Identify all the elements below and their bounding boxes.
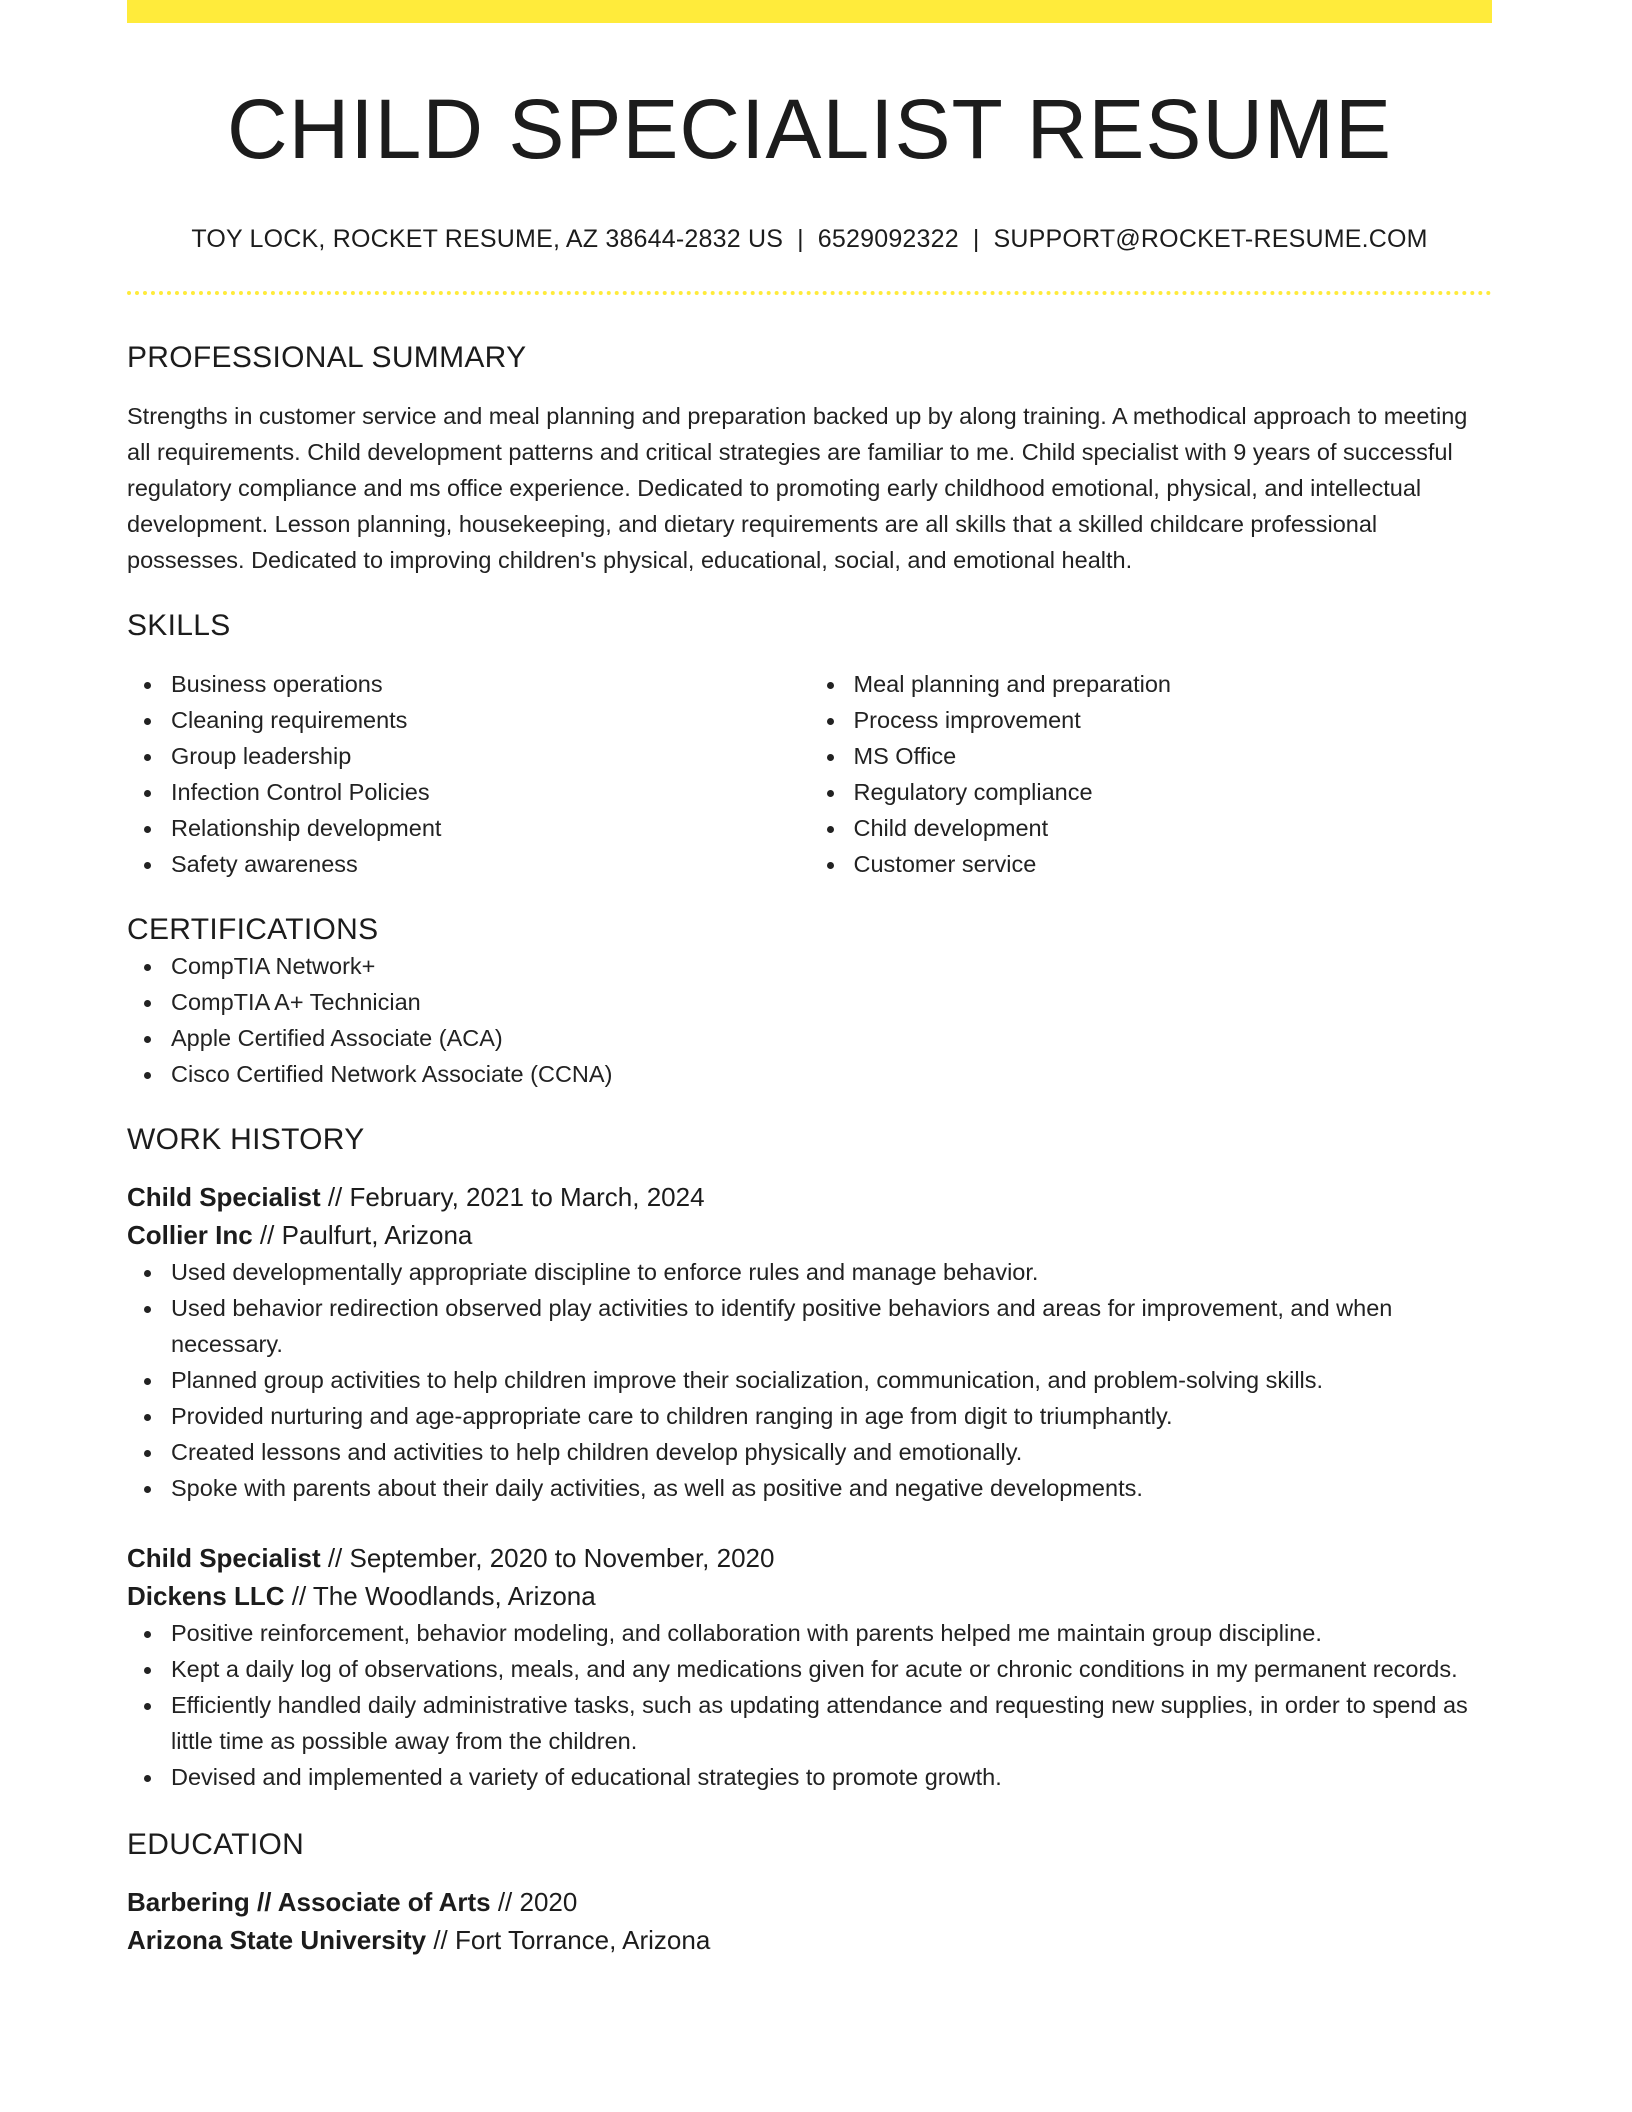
education-degree-line [127,1883,1492,1921]
resume-title: CHILD SPECIALIST RESUME [226,82,1393,176]
job-duty: Spoke with parents about their daily activities, as well as positive and negative developments. [171,1470,1492,1506]
contact-line [127,224,1492,254]
skill-item: Meal planning and preparation [854,666,1493,702]
certification-item: Cisco Certified Network Associate (CCNA) [171,1056,1492,1092]
dotted-divider [127,291,1492,295]
job-duty: Devised and implemented a variety of educational strategies to promote growth. [171,1759,1492,1795]
job-duty: Efficiently handled daily administrative tasks, such as updating attendance and requesting new supplies, in order to spend as little time as possible away from the children. [171,1687,1492,1759]
certification-item: Apple Certified Associate (ACA) [171,1020,1492,1056]
job-duty: Planned group activities to help children improve their socialization, communication, and problem-solving skills. [171,1362,1492,1398]
certifications-heading: CERTIFICATIONS [127,912,379,946]
education-school: Arizona State University [127,1924,427,1955]
education-year: // 2020 [490,1886,578,1917]
job-role-line [127,1539,1492,1577]
job-dates: // September, 2020 to November, 2020 [320,1542,775,1573]
job-location: // The Woodlands, Arizona [284,1580,596,1611]
contact-address: TOY LOCK, ROCKET RESUME, AZ 38644-2832 US [191,224,784,253]
top-accent-bar [127,0,1492,23]
skill-item: Cleaning requirements [171,702,810,738]
job-dates: // February, 2021 to March, 2024 [320,1181,705,1212]
education-school-line [127,1921,1492,1959]
job-duties-list [127,1254,1492,1506]
job-duties-list [127,1615,1492,1795]
summary-text: Strengths in customer service and meal planning and preparation backed up by along training. A methodical approach to meeting all requirements. Child development patterns and critical strategies are familiar to me. Child specialist with 9 years of successful regulatory compliance and ms office experience. Dedicated to promoting early childhood emotional, physical, and intellectual development. Lesson planning, housekeeping, and dietary requirements are all skills that a skilled childcare professional possesses. Dedicated to improving children's physical, educational, social, and emotional health. [127,402,1468,573]
resume-page [127,0,1492,1959]
skill-item: Regulatory compliance [854,774,1493,810]
skill-item: Safety awareness [171,846,810,882]
skills-left-list [127,666,810,882]
job-duty: Positive reinforcement, behavior modeling, and collaboration with parents helped me maintain group discipline. [171,1615,1492,1651]
job-location: // Paulfurt, Arizona [252,1219,473,1250]
job-company-line [127,1216,1492,1254]
job-role-line [127,1178,1492,1216]
job-entry [127,1178,1492,1506]
work-history-heading: WORK HISTORY [127,1122,365,1156]
skill-item: Group leadership [171,738,810,774]
job-duty: Kept a daily log of observations, meals, and any medications given for acute or chronic conditions in my permanent records. [171,1651,1492,1687]
certification-item: CompTIA Network+ [171,948,1492,984]
certification-item: CompTIA A+ Technician [171,984,1492,1020]
skill-item: Customer service [854,846,1493,882]
skill-item: Infection Control Policies [171,774,810,810]
certifications-list [127,948,1492,1092]
skill-item: Relationship development [171,810,810,846]
contact-phone: 6529092322 [817,224,959,253]
contact-email: SUPPORT@ROCKET-RESUME.COM [993,224,1428,253]
education-location: // Fort Torrance, Arizona [426,1924,711,1955]
job-duty: Used developmentally appropriate discipline to enforce rules and manage behavior. [171,1254,1492,1290]
job-duty: Provided nurturing and age-appropriate care to children ranging in age from digit to triumphantly. [171,1398,1492,1434]
job-duty: Used behavior redirection observed play activities to identify positive behaviors and areas for improvement, and when necessary. [171,1290,1492,1362]
skills-grid [127,666,1492,882]
job-role: Child Specialist [127,1542,321,1573]
job-role: Child Specialist [127,1181,321,1212]
contact-separator: | [972,224,980,253]
job-company: Dickens LLC [127,1580,285,1611]
skill-item: MS Office [854,738,1493,774]
education-heading: EDUCATION [127,1827,305,1861]
summary-heading: PROFESSIONAL SUMMARY [127,340,527,374]
job-entry [127,1539,1492,1795]
skills-heading: SKILLS [127,608,231,642]
job-company: Collier Inc [127,1219,253,1250]
skills-right-list [810,666,1493,882]
skill-item: Business operations [171,666,810,702]
skill-item: Child development [854,810,1493,846]
job-company-line [127,1577,1492,1615]
contact-separator: | [797,224,804,253]
skill-item: Process improvement [854,702,1493,738]
education-entry [127,1883,1492,1959]
job-duty: Created lessons and activities to help children develop physically and emotionally. [171,1434,1492,1470]
education-degree: Barbering // Associate of Arts [127,1886,491,1917]
